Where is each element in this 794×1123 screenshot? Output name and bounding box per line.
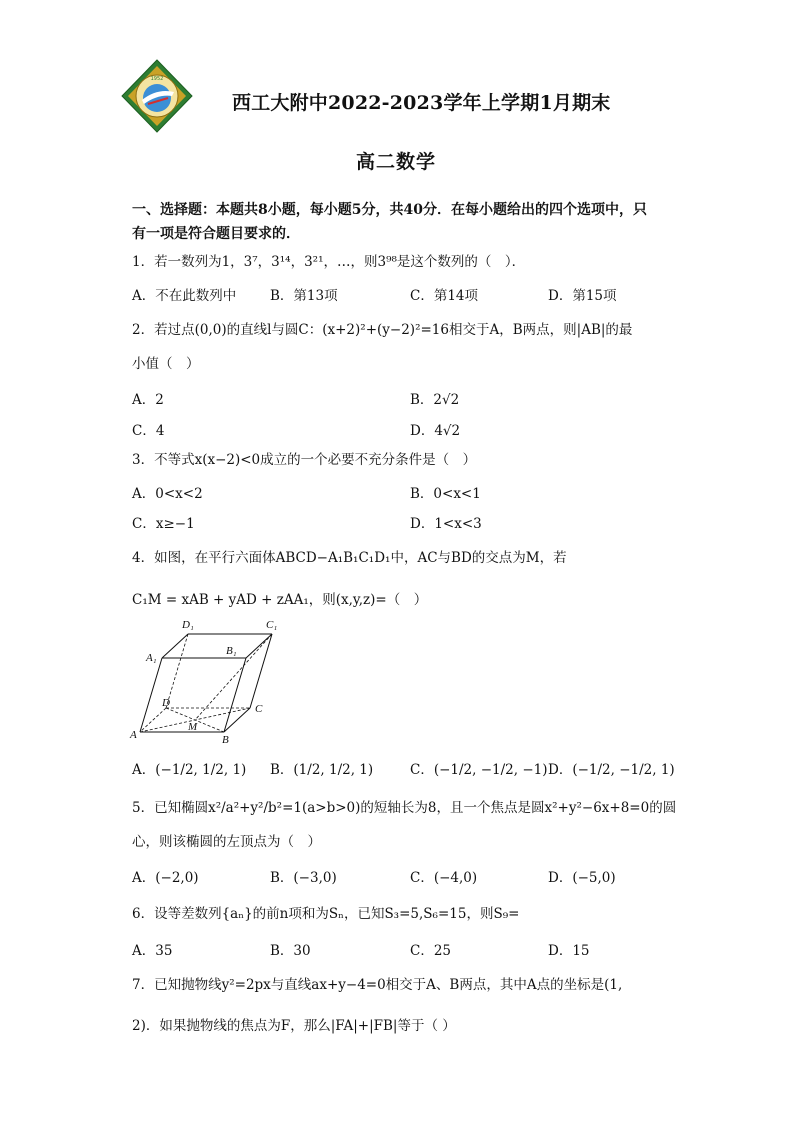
q3-option-c: C．x≥−1	[132, 516, 195, 532]
q1-option-b: B．第13项	[270, 288, 338, 304]
q2-stem-cont: 小值（ ）	[132, 356, 200, 372]
label-A1: A₁	[146, 652, 157, 664]
page-title: 西工大附中2022-2023学年上学期1月期末	[232, 92, 611, 114]
q5-option-d: D．(−5,0)	[548, 870, 616, 886]
q2-option-d: D．4√2	[410, 423, 461, 439]
label-B1: B₁	[226, 645, 237, 657]
q7-stem-cont: 2)．如果抛物线的焦点为F，那么|FA|+|FB|等于（ ）	[132, 1018, 456, 1034]
q5-option-a: A．(−2,0)	[132, 870, 199, 886]
label-A: A	[130, 729, 137, 741]
section-heading: 一、选择题：本题共8小题，每小题5分，共40分．在每小题给出的四个选项中，只	[132, 202, 647, 218]
label-C1: C₁	[266, 619, 278, 631]
q4-option-b: B．(1/2, 1/2, 1)	[270, 762, 374, 778]
q6-option-a: A．35	[132, 943, 173, 959]
q3-option-a: A．0<x<2	[132, 486, 203, 502]
q3-stem: 3．不等式x(x−2)<0成立的一个必要不充分条件是（ ）	[132, 452, 477, 468]
q3-option-b: B．0<x<1	[410, 486, 481, 502]
q3-option-d: D．1<x<3	[410, 516, 482, 532]
label-C: C	[255, 703, 263, 715]
parallelepiped-figure	[128, 616, 288, 746]
label-M: M	[188, 721, 198, 733]
q6-option-b: B．30	[270, 943, 311, 959]
label-D: D	[162, 697, 170, 709]
q7-stem: 7．已知抛物线y²=2px与直线ax+y−4=0相交于A、B两点，其中A点的坐标是(1,	[132, 977, 623, 993]
q1-option-d: D．第15项	[548, 288, 617, 304]
q4-option-c: C．(−1/2, −1/2, −1)	[410, 762, 548, 778]
q4-vector-equation: C₁M = xAB + yAD + zAA₁，则(x,y,z)=（ ）	[132, 592, 428, 608]
q4-option-a: A．(−1/2, 1/2, 1)	[132, 762, 247, 778]
q4-stem: 4．如图，在平行六面体ABCD−A₁B₁C₁D₁中，AC与BD的交点为M，若	[132, 550, 567, 566]
school-logo	[120, 58, 194, 134]
label-D1: D₁	[182, 619, 194, 631]
q1-option-a: A．不在此数列中	[132, 288, 237, 304]
q5-option-b: B．(−3,0)	[270, 870, 337, 886]
q5-stem-cont: 心，则该椭圆的左顶点为（ ）	[132, 834, 321, 850]
label-B: B	[222, 734, 229, 746]
q5-option-c: C．(−4,0)	[410, 870, 478, 886]
section-heading-cont: 有一项是符合题目要求的．	[132, 226, 300, 242]
q6-option-d: D．15	[548, 943, 590, 959]
q4-option-d: D．(−1/2, −1/2, 1)	[548, 762, 675, 778]
q2-option-a: A．2	[132, 392, 164, 408]
q6-option-c: C．25	[410, 943, 452, 959]
q1-stem: 1．若一数列为1，3⁷，3¹⁴，3²¹，…，则3⁹⁸是这个数列的（ ）．	[132, 254, 526, 270]
page-subtitle: 高二数学	[356, 151, 437, 173]
svg-text:1952: 1952	[150, 76, 164, 82]
q2-option-b: B．2√2	[410, 392, 460, 408]
q5-stem: 5．已知椭圆x²/a²+y²/b²=1(a>b>0)的短轴长为8，且一个焦点是圆x²+y²−6x+8=0的圆	[132, 800, 677, 816]
q2-option-c: C．4	[132, 423, 165, 439]
q6-stem: 6．设等差数列{aₙ}的前n项和为Sₙ，已知S₃=5,S₆=15，则S₉=	[132, 906, 520, 922]
q2-stem: 2．若过点(0,0)的直线l与圆C：(x+2)²+(y−2)²=16相交于A，B两点，则|AB|的最	[132, 322, 633, 338]
q1-option-c: C．第14项	[410, 288, 479, 304]
